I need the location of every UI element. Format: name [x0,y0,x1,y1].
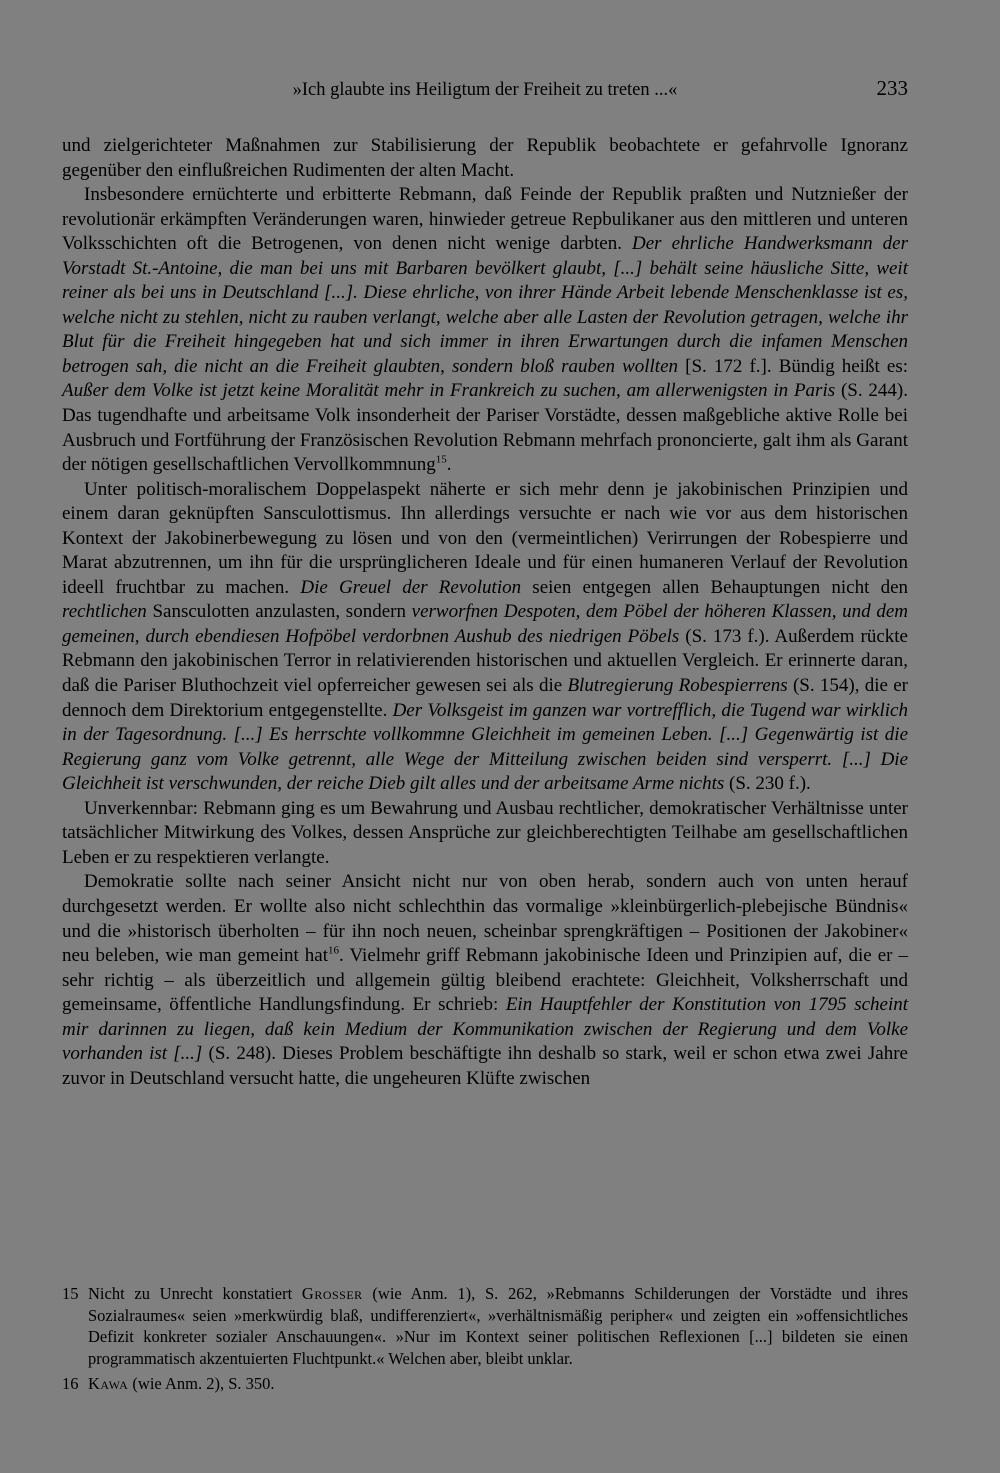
footnote-number: 16 [62,1374,79,1393]
body-text [62,134,908,1091]
text-run: . Vielmehr griff Rebmann jakobinische Ideen und Prinzipien auf, die er – sehr richtig – als überzeitlich und allgemein gültig bleibend erachtete: Gleichheit, Volksherrschaft und gemeinsame, öffentliche Handlungsfindung. Er schrieb: [62,945,908,1016]
quotation-italic: Der Volksgeist im ganzen war vortrefflich, die Tugend war wirklich in der Tagesordnung. [...] Es herrschte vollkommne Gleichheit im gemeinen Leben. [...] Gegenwärtig ist die Regierung ganz vom Volke getrennt, alle Wege der Mitteilung zwischen beiden sind versperrt. [...] Die Gleichheit ist verschwunden, der reiche Dieb gilt alles und der arbeitsame Arme nichts [62,699,908,795]
text-run: (wie Anm. 2), S. 350. [128,1374,275,1393]
footnote [62,1373,908,1395]
text-run: . [446,454,452,476]
text-run: (S. 173 f.). Außerdem rückte Rebmann den jakobinischen Terror in relativierenden historischen und aktuellen Vergleich. Er erinnerte daran, daß die Pariser Bluthochzeit viel opferreicher gewesen sei als die [62,625,908,697]
text-run: Sansculotten anzulasten, sondern [146,601,412,623]
running-head: »Ich glaubte ins Heiligtum der Freiheit zu treten ...« [292,80,678,100]
text-run: Nicht zu Unrecht konstatiert [88,1284,302,1303]
footnote-text [88,1283,908,1369]
footnote-ref: 16 [328,944,340,957]
text-run: (wie Anm. 1), S. 262, »Rebmanns Schilderungen der Vorstädte und ihres Sozialraumes« seien »merkwürdig blaß, undifferenziert«, »verhältnismäßig peripher« und zeigten ein »offensichtliches Defizit konkreter sozialer Anschauungen«. »Nur im Kontext seiner politischen Reflexionen [...] bildeten sie einen programmatisch akzentuierten Fluchtpunkt.« Welchen aber, bleibt unklar. [88,1284,908,1368]
quotation-italic: Der ehrliche Handwerksmann der Vorstadt St.-Antoine, die man bei uns mit Barbaren bevölkert glaubt, [...] behält seine häusliche Sitte, weit reiner als bei uns in Deutschland [...]. Diese ehrliche, von ihrer Hände Arbeit lebende Menschenklasse ist es, welche nicht zu stehlen, nicht zu rauben verlangt, welche aber alle Lasten der Revolution getragen, welche ihr Blut für die Freiheit hingegeben hat und sich immer in ihren Erwartungen durch die infamen Menschen betrogen sah, die nicht an die Freiheit glaubten, sondern bloß rauben wollten [62,233,908,377]
text-run: und zielgerichteter Maßnahmen zur Stabilisierung der Republik beobachtete er gefahrvolle Ignoranz gegenüber den einflußreichen Rudimenten der alten Macht. [62,135,908,181]
quotation-italic: verworfnen Despoten, dem Pöbel der höheren Klassen, und dem gemeinen, durch ebendiesen Hofpöbel verdorbnen Aushub des niedrigen Pöbels [62,601,908,647]
text-run: Demokratie sollte nach seiner Ansicht nicht nur von oben herab, sondern auch von unten herauf durchgesetzt werden. Er wollte also nicht schlechthin das vormalige »kleinbürgerlich-plebejische Bündnis« und die »historisch überholten – für ihn noch neuen, scheinbar sprengkräftigen – Positionen der Jakobiner« neu beleben, wie man gemeint hat [62,871,908,967]
text-run: [S. 172 f.]. Bündig heißt es: [678,355,908,377]
author-name: Grosser [301,1284,363,1303]
quotation-italic: Blutregierung Robespierrens [567,675,788,697]
quotation-italic: Ein Hauptfehler der Konstitution von 1795 scheint mir darinnen zu liegen, daß kein Medium der Kommunikation zwischen der Regierung und dem Volke vorhanden ist [...] [62,994,909,1065]
paragraph [62,478,908,797]
text-run: (S. 230 f.). [724,773,811,795]
paragraph [62,870,908,1091]
paragraph [62,183,908,478]
text-run: Unter politisch-moralischem Doppelaspekt näherte er sich mehr denn je jakobinischen Prinzipien und einem daran geknüpften Sansculottismus. Ihn allerdings versuchte er nach wie vor aus dem historischen Kontext der Jakobinerbewegung zu lösen und von den (vermeintlichen) Verirrungen der Robespierre und Marat abzutrennen, um ihn für die ursprünglicheren Ideale und für einen humaneren Verlauf der Revolution ideell fruchtbar zu machen. [62,478,908,598]
quotation-italic: Außer dem Volke ist jetzt keine Moralität mehr in Frankreich zu suchen, am allerwenigsten in Paris [62,380,836,402]
footnotes [62,1283,908,1399]
quotation-italic: rechtlichen [62,601,147,623]
text-run: Insbesondere ernüchterte und erbitterte Rebmann, daß Feinde der Republik praßten und Nutznießer der revolutionär erkämpften Veränderungen waren, hinwieder getreue Repbulikaner aus den mittleren und unteren Volksschichten oft die Betrogenen, von denen nicht wenige darbten. [62,184,908,255]
page-number: 233 [876,76,908,100]
text-run: (S. 244). Das tugendhafte und arbeitsame Volk insonderheit der Pariser Vorstädte, dessen maßgebliche aktive Rolle bei Ausbruch und Fortführung der Französischen Revolution Rebmann mehrfach prononcierte, galt ihm als Garant der nötigen gesellschaftlichen Vervollkommnung [62,380,908,476]
text-run: (S. 248). Dieses Problem beschäftigte ihn deshalb so stark, weil er schon etwa zwei Jahre zuvor in Deutschland versucht hatte, die ungeheuren Klüfte zwischen [62,1043,908,1089]
text-run: Unverkennbar: Rebmann ging es um Bewahrung und Ausbau rechtlicher, demokratischer Verhältnisse unter tatsächlicher Mitwirkung des Volkes, dessen Ansprüche zur gleichberechtigten Teilhabe am gesellschaftlichen Leben er zu respektieren verlangte. [62,797,908,868]
footnote-number: 15 [62,1284,79,1303]
text-run: seien entgegen allen Behauptungen nicht den [521,576,909,598]
text-run: (S. 154), die er dennoch dem Direktorium entgegenstellte. [62,675,908,721]
paragraph [62,797,908,871]
quotation-italic: Die Greuel der Revolution [300,576,522,598]
author-name: Kawa [88,1374,129,1393]
footnote-text [88,1373,908,1395]
footnote-ref: 15 [435,453,447,466]
footnote [62,1283,908,1369]
page-header [62,76,908,108]
paragraph [62,134,908,183]
